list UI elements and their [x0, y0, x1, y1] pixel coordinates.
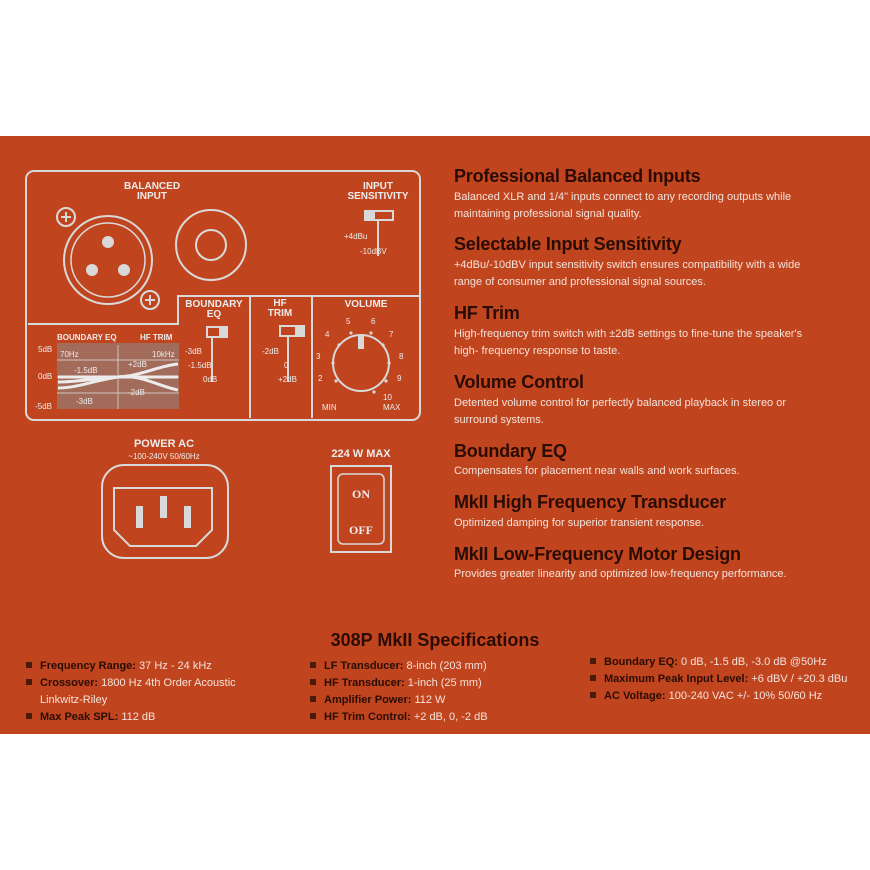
power-switch-frame	[331, 466, 391, 552]
spec-item-cont: Linkwitz-Riley	[40, 694, 108, 706]
vol-tick-5: 5	[346, 317, 351, 326]
bullet-icon	[590, 675, 596, 681]
sens-opt-10dbv: -10dBV	[360, 247, 387, 256]
vol-tick-7: 7	[389, 330, 394, 339]
bullet-icon	[310, 662, 316, 668]
spec-item: Frequency Range: 37 Hz - 24 kHz	[26, 658, 236, 675]
vol-tick-10: 10	[383, 393, 392, 402]
spec-item: Boundary EQ: 0 dB, -1.5 dB, -3.0 dB @50Hz	[590, 654, 847, 671]
max-watt-label: 224 W MAX	[331, 448, 391, 460]
feature-desc: Optimized damping for superior transient response.	[454, 517, 705, 529]
feature-desc: Compensates for placement near walls and work surfaces.	[454, 465, 740, 477]
graph-m15db: -1.5dB	[74, 366, 98, 375]
feature-title: HF Trim	[454, 303, 520, 323]
graph-m2db: -2dB	[128, 388, 145, 397]
spec-column-3	[590, 654, 847, 705]
feature-title: Boundary EQ	[454, 441, 567, 461]
switch-off-label: OFF	[349, 523, 373, 537]
vol-max-label: MAX	[383, 403, 401, 412]
volume-label: VOLUME	[344, 299, 388, 310]
graph-hf-trim-title: HF TRIM	[140, 333, 173, 342]
feature-desc: Provides greater linearity and optimized low-frequency performance.	[454, 568, 787, 580]
bullet-icon	[310, 713, 316, 719]
spec-column-1	[26, 658, 236, 726]
xlr-connector-icon	[64, 216, 152, 304]
vol-tick-9: 9	[397, 374, 402, 383]
spec-item: Max Peak SPL: 112 dB	[26, 709, 236, 726]
spec-item: HF Transducer: 1-inch (25 mm)	[310, 675, 488, 692]
vol-tick-4: 4	[325, 330, 330, 339]
vol-tick-6: 6	[371, 317, 376, 326]
switch-on-label: ON	[352, 487, 370, 501]
spec-item: AC Voltage: 100-240 VAC +/- 10% 50/60 Hz	[590, 688, 847, 705]
vol-min-label: MIN	[322, 403, 337, 412]
bullet-icon	[26, 679, 32, 685]
graph-boundary-eq-title: BOUNDARY EQ	[57, 333, 117, 342]
hf-opt-0: 0	[284, 361, 289, 370]
beq-opt-m3: -3dB	[185, 347, 202, 356]
feature-desc: +4dBu/-10dBV input sensitivity switch ensures compatibility with a wide range of consumer and professional signal sources.	[454, 259, 801, 288]
hf-opt-m2: -2dB	[262, 347, 279, 356]
spec-item: Maximum Peak Input Level: +6 dBV / +20.3 dBu	[590, 671, 847, 688]
graph-y-5db: 5dB	[38, 345, 53, 354]
vol-tick-8: 8	[399, 352, 404, 361]
vol-tick-2: 2	[318, 374, 323, 383]
feature-title: MkII High Frequency Transducer	[454, 492, 727, 512]
vol-tick-3: 3	[316, 352, 321, 361]
bullet-icon	[590, 658, 596, 664]
feature-title: Volume Control	[454, 372, 584, 392]
feature-desc: High-frequency trim switch with ±2dB settings to fine-tune the speaker's high- frequency response to taste.	[454, 328, 803, 357]
spec-item: Amplifier Power: 112 W	[310, 692, 488, 709]
bullet-icon	[590, 692, 596, 698]
power-ac-sub: ~100-240V 50/60Hz	[128, 452, 200, 461]
spec-item: Crossover: 1800 Hz 4th Order Acoustic	[26, 675, 236, 692]
feature-desc: Balanced XLR and 1/4" inputs connect to any recording outputs while maintaining professional signal quality.	[454, 191, 792, 220]
bullet-icon	[310, 679, 316, 685]
beq-opt-0: 0dB	[203, 375, 218, 384]
feature-title: MkII Low-Frequency Motor Design	[454, 544, 741, 564]
graph-y-m5db: -5dB	[35, 402, 52, 411]
balanced-input-label: BALANCED INPUT	[123, 181, 181, 202]
power-ac-label: POWER AC	[133, 438, 195, 450]
feature-title: Professional Balanced Inputs	[454, 166, 701, 186]
spec-item: LF Transducer: 8-inch (203 mm)	[310, 658, 488, 675]
spec-item: HF Trim Control: +2 dB, 0, -2 dB	[310, 709, 488, 726]
sens-opt-4dbu: +4dBu	[344, 232, 368, 241]
feature-title: Selectable Input Sensitivity	[454, 234, 682, 254]
graph-10khz: 10kHz	[152, 350, 175, 359]
spec-column-2	[310, 658, 488, 726]
graph-m3db: -3dB	[76, 397, 93, 406]
bullet-icon	[26, 662, 32, 668]
trs-jack-icon	[176, 210, 246, 280]
hf-trim-label: HF TRIM	[267, 298, 293, 319]
bullet-icon	[26, 713, 32, 719]
bullet-icon	[310, 696, 316, 702]
beq-opt-m15: -1.5dB	[188, 361, 212, 370]
graph-70hz: 70Hz	[60, 350, 79, 359]
feature-desc: Detented volume control for perfectly balanced playback in stereo or surround systems.	[454, 397, 787, 426]
graph-y-0db: 0dB	[38, 372, 53, 381]
boundary-eq-label: BOUNDARY EQ	[185, 299, 243, 320]
input-sensitivity-label: INPUT SENSITIVITY	[347, 181, 409, 202]
specs-title: 308P MkII Specifications	[330, 630, 540, 650]
hf-opt-p2: +2dB	[278, 375, 297, 384]
graph-p2db: +2dB	[128, 360, 147, 369]
